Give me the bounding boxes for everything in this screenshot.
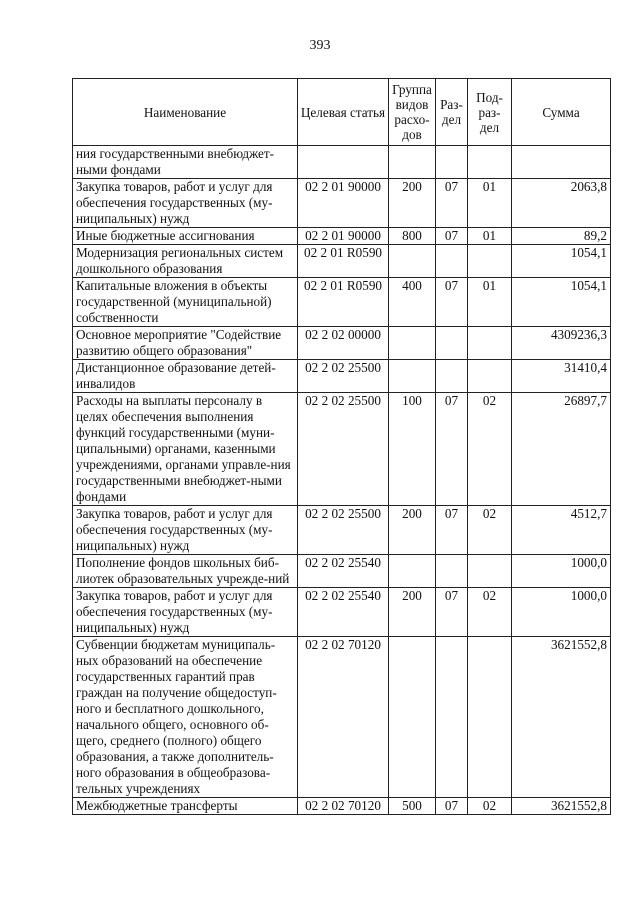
table-row [73,798,611,815]
cell-name: Пополнение фондов школьных биб-лиотек образовательных учрежде-ний [73,555,298,588]
header-section: Раз-дел [436,79,468,146]
budget-table [72,78,611,815]
cell-section [436,555,468,588]
cell-expense-group: 800 [389,228,436,245]
cell-expense-group: 200 [389,506,436,555]
table-row [73,146,611,179]
cell-section: 07 [436,228,468,245]
cell-target-article: 02 2 02 70120 [298,798,389,815]
cell-section: 07 [436,798,468,815]
cell-subsection [468,555,512,588]
cell-subsection: 01 [468,278,512,327]
cell-name: Дистанционное образование детей-инвалидов [73,360,298,393]
cell-expense-group [389,146,436,179]
header-expense-group: Группа видов расхо-дов [389,79,436,146]
cell-section [436,146,468,179]
cell-sum: 1054,1 [512,278,611,327]
cell-target-article: 02 2 01 R0590 [298,278,389,327]
cell-name: Расходы на выплаты персоналу в целях обеспечения выполнения функций государственными (муни-ципальными) органами, казенными учреждениями, органами управле-ния государственными внебюджет-ными фондами [73,393,298,506]
table-row [73,555,611,588]
cell-section: 07 [436,506,468,555]
cell-target-article: 02 2 02 00000 [298,327,389,360]
cell-target-article: 02 2 02 25500 [298,360,389,393]
cell-name: ния государственными внебюджет-ными фондами [73,146,298,179]
table-row [73,327,611,360]
cell-expense-group: 500 [389,798,436,815]
table-row [73,588,611,637]
cell-section [436,245,468,278]
cell-name: Закупка товаров, работ и услуг для обеспечения государственных (му-ниципальных) нужд [73,179,298,228]
cell-name: Субвенции бюджетам муниципаль-ных образований на обеспечение государственных гарантий прав граждан на получение общедоступ-ного и бесплатного дошкольного, начального общего, основного об-щего, среднего (полного) общего образования, а также дополнитель-ного образования в общеобразова-тельных учреждениях [73,637,298,798]
cell-subsection [468,327,512,360]
cell-subsection [468,360,512,393]
table-row [73,360,611,393]
cell-target-article: 02 2 02 25500 [298,393,389,506]
table-row [73,637,611,798]
cell-name: Модернизация региональных систем дошкольного образования [73,245,298,278]
cell-sum [512,146,611,179]
cell-subsection: 02 [468,506,512,555]
cell-sum: 2063,8 [512,179,611,228]
cell-target-article: 02 2 01 90000 [298,179,389,228]
cell-sum: 26897,7 [512,393,611,506]
table-row [73,228,611,245]
cell-expense-group: 400 [389,278,436,327]
cell-subsection: 01 [468,228,512,245]
cell-target-article: 02 2 02 25540 [298,588,389,637]
cell-target-article: 02 2 02 25540 [298,555,389,588]
cell-section: 07 [436,278,468,327]
table-row [73,278,611,327]
cell-sum: 4512,7 [512,506,611,555]
cell-target-article: 02 2 01 90000 [298,228,389,245]
cell-name: Капитальные вложения в объекты государственной (муниципальной) собственности [73,278,298,327]
table-row [73,245,611,278]
header-sum: Сумма [512,79,611,146]
cell-subsection: 02 [468,798,512,815]
cell-name: Основное мероприятие "Содействие развитию общего образования" [73,327,298,360]
cell-expense-group [389,637,436,798]
cell-expense-group [389,245,436,278]
cell-name: Закупка товаров, работ и услуг для обеспечения государственных (му-ниципальных) нужд [73,506,298,555]
cell-subsection: 02 [468,588,512,637]
cell-name: Межбюджетные трансферты [73,798,298,815]
cell-section: 07 [436,588,468,637]
cell-expense-group: 200 [389,179,436,228]
cell-subsection [468,637,512,798]
cell-section [436,327,468,360]
cell-expense-group: 200 [389,588,436,637]
page-number: 393 [309,38,331,53]
table-row [73,506,611,555]
cell-expense-group [389,555,436,588]
cell-section [436,360,468,393]
cell-sum: 3621552,8 [512,637,611,798]
cell-expense-group: 100 [389,393,436,506]
cell-sum: 1000,0 [512,588,611,637]
cell-sum: 31410,4 [512,360,611,393]
cell-subsection: 02 [468,393,512,506]
header-subsection: Под-раз-дел [468,79,512,146]
cell-sum: 4309236,3 [512,327,611,360]
cell-target-article: 02 2 01 R0590 [298,245,389,278]
cell-section: 07 [436,179,468,228]
header-name: Наименование [73,79,298,146]
cell-section [436,637,468,798]
cell-subsection: 01 [468,179,512,228]
cell-expense-group [389,360,436,393]
cell-sum: 3621552,8 [512,798,611,815]
table-header-row [73,79,611,146]
cell-subsection [468,245,512,278]
cell-name: Закупка товаров, работ и услуг для обеспечения государственных (му-ниципальных) нужд [73,588,298,637]
cell-sum: 1000,0 [512,555,611,588]
cell-target-article [298,146,389,179]
header-target-article: Целевая статья [298,79,389,146]
cell-target-article: 02 2 02 70120 [298,637,389,798]
table-row [73,179,611,228]
cell-section: 07 [436,393,468,506]
cell-subsection [468,146,512,179]
cell-sum: 1054,1 [512,245,611,278]
table-row [73,393,611,506]
cell-sum: 89,2 [512,228,611,245]
cell-name: Иные бюджетные ассигнования [73,228,298,245]
cell-target-article: 02 2 02 25500 [298,506,389,555]
cell-expense-group [389,327,436,360]
